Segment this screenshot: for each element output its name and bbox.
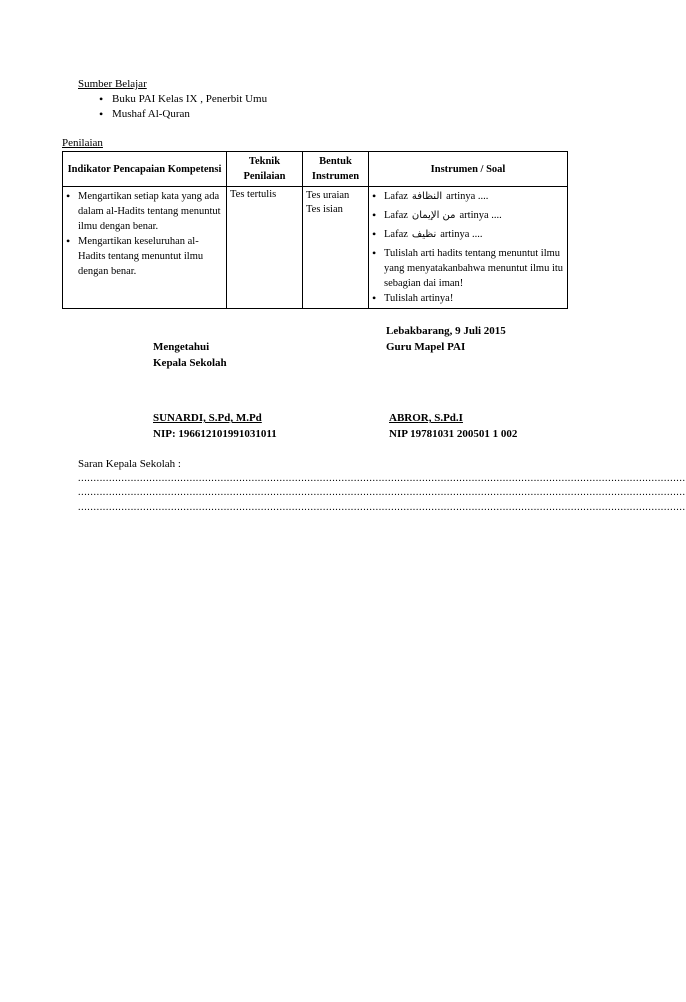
- soal-post: artinya ....: [446, 191, 489, 202]
- guru-name: ABROR, S.Pd.I: [389, 412, 463, 424]
- cell-teknik: Tes tertulis: [227, 187, 303, 309]
- header-teknik: Teknik Penilaian: [227, 152, 303, 187]
- mengetahui-label: Mengetahui: [153, 341, 210, 353]
- guru-nip: NIP 19781031 200501 1 002: [389, 428, 518, 440]
- table-row: [63, 187, 568, 309]
- kepala-sekolah-name: SUNARDI, S.Pd, M.Pd: [153, 412, 262, 424]
- header-instrumen: Instrumen / Soal: [369, 152, 568, 187]
- header-bentuk: Bentuk Instrumen: [303, 152, 369, 187]
- saran-line: ....................................................................................................................................................................................................: [78, 502, 686, 513]
- saran-label: Saran Kepala Sekolah :: [78, 458, 181, 470]
- soal-post: artinya ....: [440, 229, 483, 240]
- list-item: • Mengartikan setiap kata yang ada dalam al-Hadits tentang menuntut ilmu dengan benar.: [66, 189, 223, 234]
- bentuk-item: Tes uraian: [306, 190, 350, 201]
- soal-arabic: النظافة: [411, 191, 443, 202]
- guru-mapel-label: Guru Mapel PAI: [386, 341, 466, 353]
- list-item: • Tulislah arti hadits tentang menuntut ilmu yang menyatakanbahwa menuntut ilmu itu sebagian dai iman!: [372, 246, 564, 291]
- kepala-sekolah-nip: NIP: 196612101991031011: [153, 428, 277, 440]
- soal-pre: Lafaz: [384, 210, 408, 221]
- list-item: • Buku PAI Kelas IX , Penerbit Umu: [99, 92, 267, 107]
- list-item: [372, 189, 564, 204]
- header-indikator: Indikator Pencapaian Kompetensi: [63, 152, 227, 187]
- table-header-row: [63, 152, 568, 187]
- sumber-belajar-title: Sumber Belajar: [78, 78, 147, 90]
- penilaian-table: [62, 151, 568, 309]
- kepala-sekolah-label: Kepala Sekolah: [153, 357, 227, 369]
- list-item: • Mushaf Al-Quran: [99, 107, 267, 122]
- list-item: [372, 208, 564, 223]
- soal-arabic: من الإيمان: [411, 210, 456, 221]
- sumber-belajar-list: [99, 92, 267, 122]
- saran-line: ....................................................................................................................................................................................................: [78, 473, 686, 484]
- list-item: • Tulislah artinya!: [372, 291, 564, 306]
- penilaian-title: Penilaian: [62, 137, 103, 149]
- list-item: [372, 227, 564, 242]
- saran-line: ....................................................................................................................................................................................................: [78, 487, 686, 498]
- soal-post: artinya ....: [459, 210, 502, 221]
- place-date: Lebakbarang, 9 Juli 2015: [386, 325, 506, 337]
- cell-instrumen: [369, 187, 568, 309]
- bentuk-item: Tes isian: [306, 204, 343, 215]
- list-item: • Mengartikan keseluruhan al-Hadits tentang menuntut ilmu dengan benar.: [66, 234, 223, 279]
- cell-bentuk: [303, 187, 369, 309]
- soal-pre: Lafaz: [384, 191, 408, 202]
- soal-pre: Lafaz: [384, 229, 408, 240]
- soal-arabic: نظيف: [411, 229, 437, 240]
- cell-indikator: [63, 187, 227, 309]
